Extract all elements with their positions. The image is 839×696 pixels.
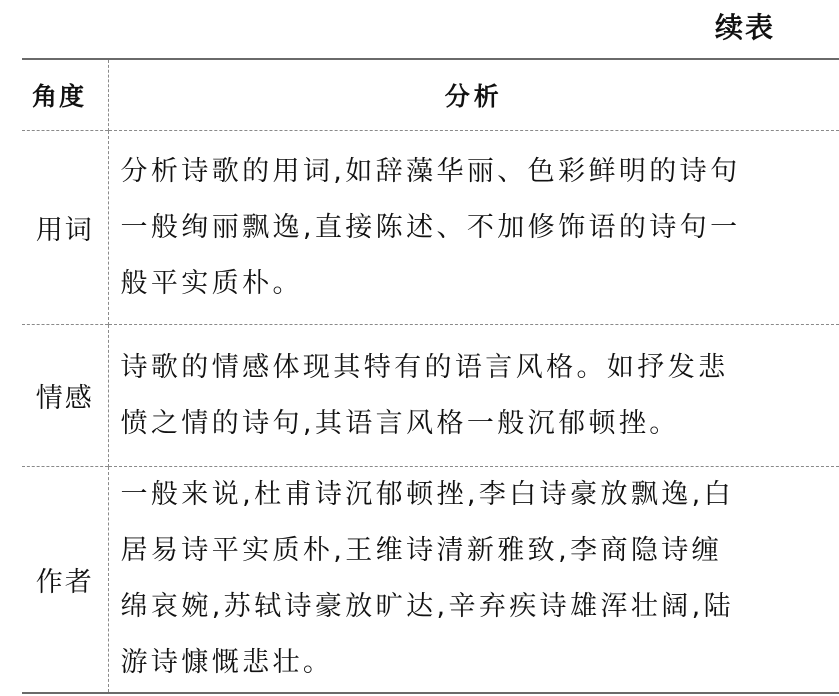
table-row <box>22 325 839 467</box>
table-row <box>22 467 839 693</box>
style-analysis-table <box>22 58 839 694</box>
style-analysis-table-container <box>22 58 839 694</box>
table-header-row <box>22 59 839 131</box>
analysis-line: 居易诗平实质朴,王维诗清新雅致,李商隐诗缠 <box>120 535 723 567</box>
header-angle: 角度 <box>22 59 108 131</box>
analysis-line: 一般来说,杜甫诗沉郁顿挫,李白诗豪放飘逸,白 <box>120 479 735 511</box>
row-angle-label: 情感 <box>22 325 108 467</box>
analysis-line: 一般绚丽飘逸,直接陈述、不加修饰语的诗句一 <box>120 211 741 243</box>
analysis-line: 游诗慷慨悲壮。 <box>120 647 334 679</box>
row-angle-label: 用词 <box>22 131 108 325</box>
analysis-line: 般平实质朴。 <box>120 267 303 299</box>
analysis-line: 诗歌的情感体现其特有的语言风格。如抒发悲 <box>120 351 729 383</box>
header-analysis: 分析 <box>444 82 503 111</box>
row-analysis-text <box>108 131 839 325</box>
row-analysis-text <box>108 467 839 693</box>
analysis-line: 愤之情的诗句,其语言风格一般沉郁顿挫。 <box>120 407 680 439</box>
analysis-line: 分析诗歌的用词,如辞藻华丽、色彩鲜明的诗句 <box>120 155 741 187</box>
row-angle-label: 作者 <box>22 467 108 693</box>
analysis-line: 绵哀婉,苏轼诗豪放旷达,辛弃疾诗雄浑壮阔,陆 <box>120 591 735 623</box>
table-row <box>22 131 839 325</box>
continued-table-label: 续表 <box>714 11 775 44</box>
row-analysis-text <box>108 325 839 467</box>
